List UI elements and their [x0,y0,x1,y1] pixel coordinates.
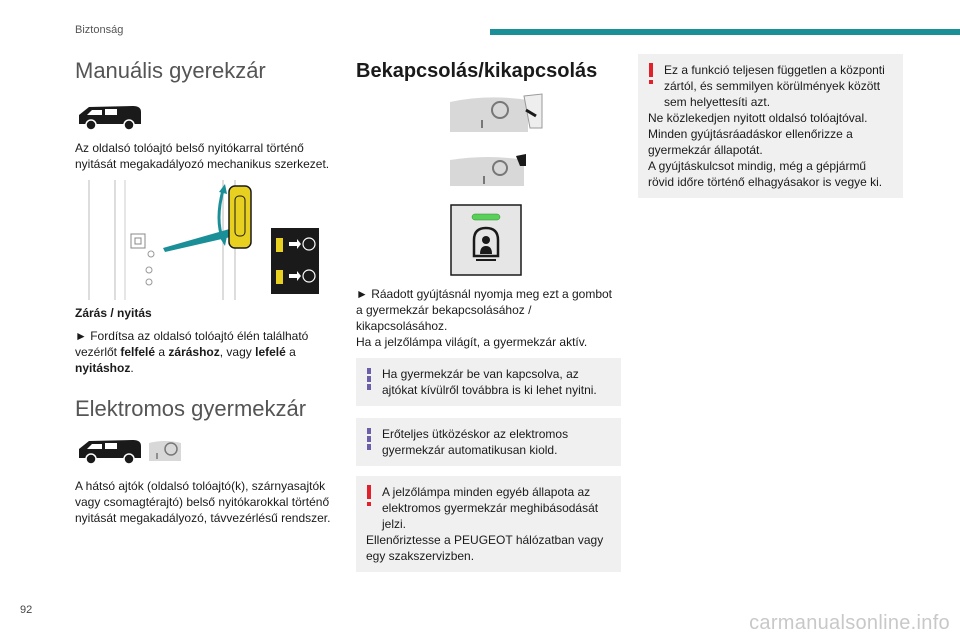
warning-text: Ellenőriztesse a PEUGEOT hálózatban vagy egy szakszervizben. [366,533,604,563]
step-up: felfelé [120,345,156,359]
step-lock: záráshoz [168,345,220,359]
column-right [638,52,903,198]
title-manual-child-lock: Manuális gyerekzár [75,58,266,83]
van-icon [75,102,145,132]
column-left [75,52,340,526]
subtitle-lock-unlock: Zárás / nyitás [75,306,152,320]
warning-text: A jelzőlámpa minden egyéb állapota az elektromos gyermekzár meghibásodását jelzi. [382,485,599,531]
dashboard-door-icon [448,92,548,136]
step-text: . [130,361,134,375]
header-section: Biztonság [75,24,124,36]
van-icon [75,436,145,466]
child-lock-button-icon [450,204,522,276]
warning-text: Ne közlekedjen nyitott oldalsó tolóajtóval. [648,111,868,125]
warning-box-central-lock [638,54,903,198]
warning-box-malfunction [356,476,621,572]
step-open: nyitáshoz [75,361,131,375]
warning-icon [366,485,372,507]
warning-text: Ez a funkció teljesen független a központi zártól, és semmilyen körülmények között sem helyettesíti azt. [664,63,885,109]
manual-lock-description: Az oldalsó tolóajtó belső nyitókarral történő nyitását megakadályozó mechanikus szerkezet. [75,141,330,171]
header-accent-bar [490,29,960,35]
column-middle [356,52,621,572]
step-down: lefelé [255,345,286,359]
title-electric-child-lock: Elektromos gyermekzár [75,396,307,421]
lock-instructions [75,328,340,376]
step-text: , vagy [219,345,256,359]
electric-lock-description: A hátsó ajtók (oldalsó tolóajtó(k), szárnyasajtók vagy csomagtérajtó) belső nyitókarokkal történő nyitását megakadályozó, távvezérlésű rendszer. [75,479,331,525]
dashboard-icon [448,152,528,190]
lamp-status-text: Ha a jelzőlámpa világít, a gyermekzár aktív. [356,335,588,349]
icon-row [75,436,340,466]
warning-text: A gyújtáskulcsot mindig, még a gépjármű rövid időre történő elhagyásakor is vegye ki. [648,159,883,189]
step-text: ► Fordítsa az oldalsó tolóajtó élén található vezérlőt [75,329,309,359]
info-text: Ha gyermekzár be van kapcsolva, az ajtókat kívülről továbbra is ki lehet nyitni. [382,367,597,397]
watermark: carmanualsonline.info [749,612,950,634]
step-text: a [155,345,169,359]
info-box-outside-open [356,358,621,406]
title-on-off: Bekapcsolás/kikapcsolás [356,60,598,82]
dashboard-steering-icon [147,437,183,465]
info-text: Erőteljes ütközéskor az elektromos gyermekzár automatikusan kiold. [382,427,569,457]
info-box-collision [356,418,621,466]
step-text: a [285,345,296,359]
page-number: 92 [20,604,33,616]
warning-text: Minden gyújtásráadáskor ellenőrizze a gyermekzár állapotát. [648,127,853,157]
warning-icon [648,63,654,85]
info-icon [367,368,371,392]
door-lock-illustration [75,180,320,300]
activation-instruction: ► Ráadott gyújtásnál nyomja meg ezt a gombot a gyermekzár bekapcsolásához / kikapcsolásához. [356,287,613,333]
info-icon [367,428,371,452]
